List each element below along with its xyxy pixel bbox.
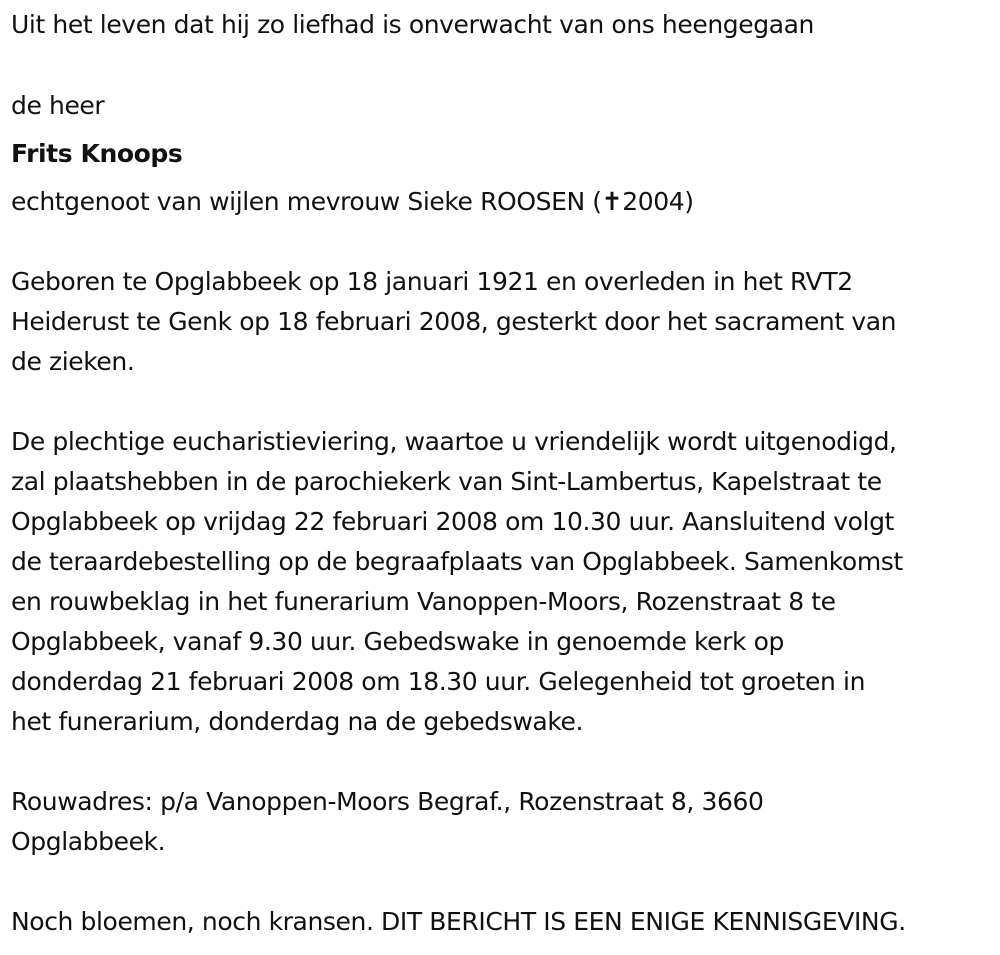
salutation: de heer xyxy=(11,91,105,120)
paragraph-line: Heiderust te Genk op 18 februari 2008, gesterkt door het sacrament van xyxy=(11,307,897,336)
spouse-line: echtgenoot van wijlen mevrouw Sieke ROOSEN (✝2004) xyxy=(11,187,694,216)
paragraph-line: zal plaatshebben in de parochiekerk van Sint-Lambertus, Kapelstraat te xyxy=(11,467,882,496)
paragraph-line: Opglabbeek. xyxy=(11,827,166,856)
paragraph-line: Opglabbeek, vanaf 9.30 uur. Gebedswake in genoemde kerk op xyxy=(11,627,785,656)
ceremony-paragraph xyxy=(11,422,991,742)
paragraph-line: Geboren te Opglabbeek op 18 januari 1921 en overleden in het RVT2 xyxy=(11,267,853,296)
paragraph-line: en rouwbeklag in het funerarium Vanoppen-Moors, Rozenstraat 8 te xyxy=(11,587,836,616)
intro-text: Uit het leven dat hij zo liefhad is onverwacht van ons heengegaan xyxy=(11,10,814,39)
paragraph-line: het funerarium, donderdag na de gebedswake. xyxy=(11,707,584,736)
paragraph-line: De plechtige eucharistieviering, waartoe u vriendelijk wordt uitgenodigd, xyxy=(11,427,897,456)
paragraph-line: de teraardebestelling op de begraafplaats van Opglabbeek. Samenkomst xyxy=(11,547,903,576)
birth-death-paragraph xyxy=(11,262,991,382)
paragraph-line: Rouwadres: p/a Vanoppen-Moors Begraf., Rozenstraat 8, 3660 xyxy=(11,787,764,816)
paragraph-line: donderdag 21 februari 2008 om 18.30 uur. Gelegenheid tot groeten in xyxy=(11,667,866,696)
paragraph-line: Opglabbeek op vrijdag 22 februari 2008 om 10.30 uur. Aansluitend volgt xyxy=(11,507,894,536)
address-paragraph xyxy=(11,782,991,862)
paragraph-line: de zieken. xyxy=(11,347,135,376)
deceased-name: Frits Knoops xyxy=(11,139,183,168)
closing-text: Noch bloemen, noch kransen. DIT BERICHT IS EEN ENIGE KENNISGEVING. xyxy=(11,907,906,936)
